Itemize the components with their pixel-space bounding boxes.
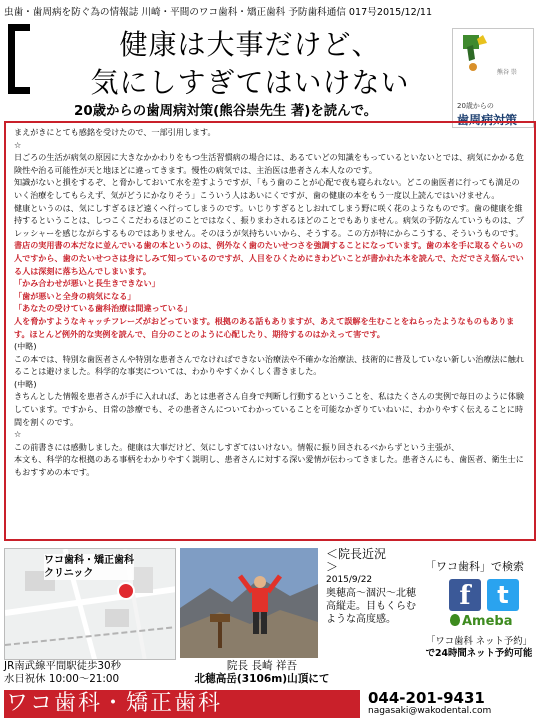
twitter-icon[interactable]: t xyxy=(487,579,519,611)
article-highlight: 人を脅かすようなキャッチフレーズがおどっています。根拠のある話もありますが、あえて誤解を生むことをねらったようなものもあります。ほとんど例外的な実例を読んで、自分のことのように心配したり、期待するのはかえって害です。 xyxy=(14,315,515,339)
director-news-date: 2015/9/22 xyxy=(326,575,373,585)
article-paragraph: この前書きには感動しました。健康は大事だけど、気にしすぎてはいけない。情報に振り回されるべからずという主張が、 xyxy=(14,441,460,452)
director-caption xyxy=(172,660,352,686)
headline-line-2: 気にしすぎてはいけない xyxy=(90,66,410,99)
ameba-link[interactable] xyxy=(450,614,513,629)
book-illustration-icon xyxy=(453,29,533,99)
headline xyxy=(60,26,440,102)
clinic-map-label xyxy=(44,554,134,580)
net-reservation[interactable] xyxy=(420,636,538,660)
newsletter-header: 虫歯・歯周病を防ぐ為の情報誌 川崎・平間のワコ歯科・矯正歯科 予防歯科通信 017号2015/12/11 xyxy=(4,7,433,18)
article-paragraph: 健康というのは、気にしすぎるほど遠くへ行ってしまうのです。いじりすぎるとしおれてしまう野に咲く花のようなものです。歯の健康を維持するということは、しつこくこだわるほどのことではなく、振りまわされるほどのことでもありません。病気の予防なんていうものは、プレッシャーを感じながらするものではありません。そのほうが気持ちいいから、そうする。この方が特にからこうする、そういうものです。 xyxy=(14,202,525,238)
article-highlight: 書店の実用書の本だなに並んでいる歯の本というのは、例外なく歯のたいせつさを強調することになっています。歯の本を手に取るぐらいの人ですから、歯のたいせつさは身にしみて知っているのですが、人目をひくためにきわどいことが書かれた本を読んで、ただでさえ悩んでいる人は深刻に落ち込んでしまいます。 xyxy=(14,240,524,276)
headline-line-1: 健康は大事だけど、 xyxy=(119,28,381,61)
book-subtitle: 20歳からの xyxy=(457,102,494,110)
director-news xyxy=(320,546,422,656)
net-reservation-sub: で24時間ネット予約可能 xyxy=(425,648,533,659)
access-hours: 水日祝休 10:00〜21:00 xyxy=(4,673,120,685)
director-news-bracket: ＞ xyxy=(326,560,339,574)
photo-caption: 北穂高岳(3106m)山頂にて xyxy=(194,673,330,685)
article-paragraph: 本文も、科学的な根拠のある事柄をわかりやすく説明し、患者さんに対する深い愛情が伝わってきました。患者さんにも、歯医者、衛生士にもおすすめの本です。 xyxy=(14,454,524,478)
article-paragraph: この本では、特別な歯医者さんや特別な患者さんでなければできない治療法や不確かな治療法、技術的に普及していない新しい治療法に触れることは避けました。科学的な事実については、わかりやすくかくしく書きました。 xyxy=(14,353,524,377)
headline-subtitle: 20歳からの歯周病対策(熊谷崇先生 著)を読んで。 xyxy=(74,104,378,119)
article-box xyxy=(4,121,536,541)
article-paragraph: 知識がないと損をするぞ、と脅かしておいて水を差すようですが、「もう歯のことが心配で夜も寝られない。どこの歯医者に行っても満足のいく治療をしてもらえず、気がどうにかなりそう」こういう人はあいにくですが、歯の健康の本をもう一度以上読んではいけません。 xyxy=(14,177,520,200)
article-highlight: 「あなたの受けている歯科治療は間違っている」 xyxy=(14,303,193,314)
access-info xyxy=(4,660,184,686)
clinic-name-line-1: ワコ歯科・矯正歯科 xyxy=(44,555,134,566)
book-author: 熊谷 崇 xyxy=(497,69,517,76)
title-bracket-decoration xyxy=(8,24,30,94)
article-paragraph: きちんとした情報を患者さんが手に入れれば、あとは患者さん自身で判断し行動するということを、私はたくさんの実例で毎日のように体験しています。ですから、日常の診療でも、その患者さんについてわかっていることを可能なかぎりていねいに、わかりやすく伝えることに時間を割くのです。 xyxy=(14,391,524,427)
net-reservation-title: 「ワコ歯科 ネット予約」 xyxy=(425,636,533,647)
director-photo xyxy=(180,548,318,658)
search-prompt: 「ワコ歯科」で検索 xyxy=(425,560,524,573)
access-station: JR南武線平間駅徒歩30秒 xyxy=(4,660,122,672)
article-omission: (中略) xyxy=(14,378,37,389)
clinic-brand-bar: ワコ歯科・矯正歯科 xyxy=(4,690,360,718)
article-paragraph: 日ごろの生活が病気の原因に大きなかかわりをもつ生活習慣病の場合には、あるていどの知識をもっているといないとでは、病気にかかる危険性や治る可能性が天と地ほどに違ってきます。慢性の病気では、主治医は患者さん本人なのです。 xyxy=(14,152,524,175)
article-star: ☆ xyxy=(14,429,22,440)
facebook-icon[interactable]: f xyxy=(449,579,481,611)
article-omission: (中略) xyxy=(14,341,37,352)
ameba-label: Ameba xyxy=(462,614,513,629)
director-name: 院長 長崎 祥吾 xyxy=(226,660,298,672)
article-intro: まえがきにとても感銘を受けたので、一部引用します。 xyxy=(14,127,216,137)
article-highlight: 「かみ合わせが悪いと長生きできない」 xyxy=(14,278,160,289)
book-cover-image xyxy=(452,28,534,128)
mountain-summit-photo xyxy=(180,548,318,658)
phone-number[interactable]: 044-201-9431 xyxy=(368,689,485,707)
clinic-name-line-2: クリニック xyxy=(44,568,94,579)
map-pin-icon xyxy=(117,582,135,600)
ameba-icon xyxy=(450,614,460,626)
director-news-text: 奥穂高〜涸沢〜北穂高縦走。目もくらむような高度感。 xyxy=(326,588,416,625)
article-highlight: 「歯が悪いと全身の病気になる」 xyxy=(14,290,136,301)
email-address[interactable]: nagasaki@wakodental.com xyxy=(368,706,492,716)
book-title: 歯周病対策 xyxy=(457,113,518,127)
article-star: ☆ xyxy=(14,139,22,150)
director-news-title: ＜院長近況 xyxy=(326,547,387,561)
